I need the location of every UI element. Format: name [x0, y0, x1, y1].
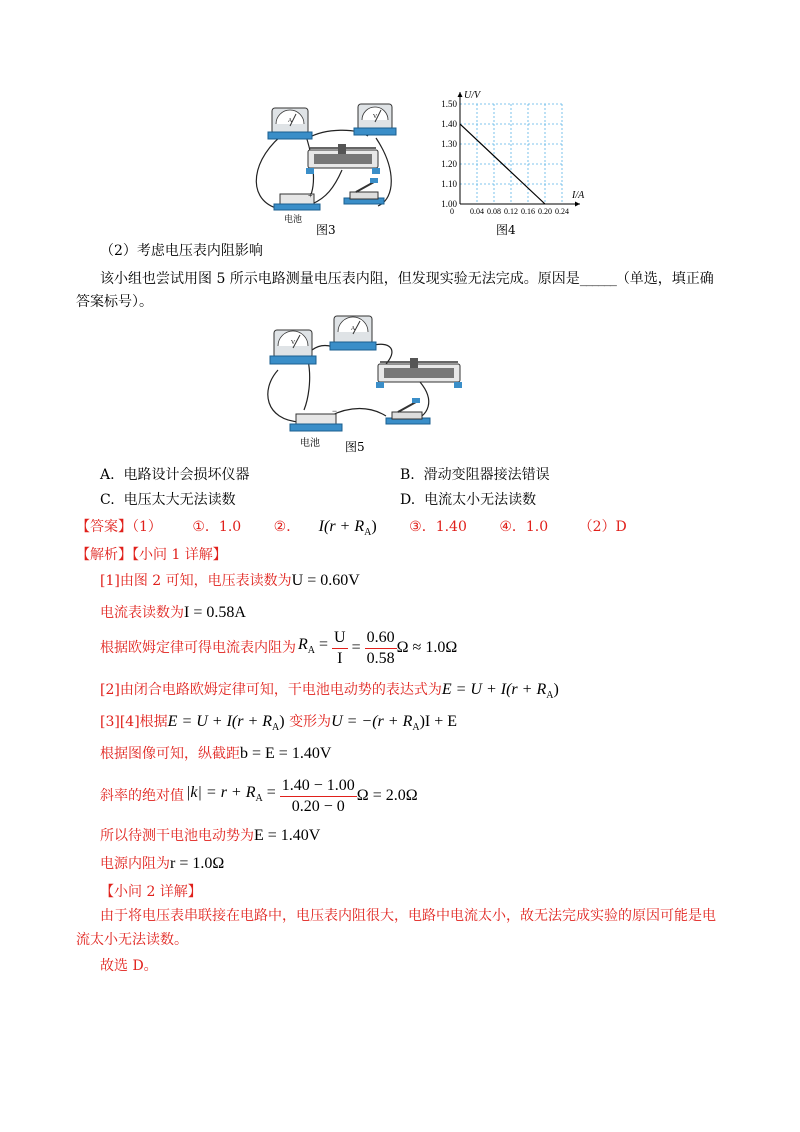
x-axis-arrow: [575, 202, 580, 207]
battery-label: 电池: [284, 214, 303, 224]
figure-3-caption: 图3: [316, 223, 336, 237]
question-line-2: 答案标号）。: [76, 294, 153, 310]
x-tick-label: 0.12: [504, 207, 518, 216]
analysis-line-3: 根据欧姆定律可得电流表内阻为 $R_A$ = $\frac{U}{I}$ = $\frac{0.60}{0.58}$ Ω ≈ 1.0Ω: [100, 628, 458, 667]
y-tick-label: 1.40: [441, 119, 457, 129]
svg-text:V: V: [290, 340, 296, 346]
y-tick-label: 1.30: [441, 139, 457, 149]
analysis-line-6: 根据图像可知，纵截距b = E = 1.40V: [100, 745, 332, 762]
question-line-1: 该小组也尝试用图 5 所示电路测量电压表内阻，但发现实验无法完成。原因是______（单选，填正确: [100, 271, 714, 287]
voltmeter-icon: [354, 104, 396, 135]
voltmeter-icon: [270, 330, 316, 364]
switch-icon: [386, 398, 430, 424]
battery-icon: [290, 406, 342, 431]
analysis-line-9: 电源内阻为r = 1.0Ω: [100, 855, 225, 872]
ammeter-icon: [268, 108, 312, 139]
y-tick-label: 1.00: [441, 199, 457, 209]
rheostat-icon: [306, 144, 380, 174]
y-tick-label: 1.20: [441, 159, 457, 169]
analysis-conclusion: 故选 D。: [100, 958, 158, 974]
rheostat-icon: [376, 358, 462, 388]
y-axis-arrow: [458, 92, 463, 97]
section-heading: （2）考虑电压表内阻影响: [100, 243, 263, 259]
figure-3-circuit: [246, 98, 410, 232]
y-axis-label: U/V: [464, 90, 481, 101]
svg-text:−: −: [332, 406, 338, 416]
battery-label: 电池: [300, 438, 320, 448]
analysis-heading: 【解析】【小问 1 详解】: [76, 547, 227, 563]
figure-5-caption: 图5: [345, 440, 365, 454]
option-b[interactable]: B. 滑动变阻器接法错误: [400, 467, 550, 483]
svg-text:A: A: [287, 118, 293, 124]
switch-icon: [344, 178, 384, 204]
analysis-line-2: 电流表读数为I = 0.58A: [100, 604, 246, 621]
y-tick-label: 1.50: [441, 99, 457, 109]
svg-text:V: V: [372, 114, 378, 120]
analysis-line-1: [1]由图 2 可知，电压表读数为U = 0.60V: [100, 572, 360, 589]
option-a[interactable]: A. 电路设计会损坏仪器: [100, 467, 250, 483]
analysis-line-4: [2]由闭合电路欧姆定律可知，干电池电动势的表达式为$E = U + I(r + R_A)$: [100, 681, 559, 702]
battery-icon: [274, 191, 320, 210]
option-d[interactable]: D. 电流太小无法读数: [400, 492, 537, 508]
figure-4-caption: 图4: [496, 223, 516, 237]
option-c[interactable]: C. 电压太大无法读数: [100, 492, 236, 508]
analysis-line-5: [3][4]根据$E = U + I(r + R_A)$ 变形为$U = -(r + R_A)I + E$: [100, 713, 458, 734]
analysis-subheading-2: 【小问 2 详解】: [100, 884, 202, 900]
analysis-line-7: 斜率的绝对值 $|k| = r + R_A$ = $\frac{1.40 - 1.00}{0.20 - 0}$ Ω = 2.0Ω: [100, 776, 418, 815]
x-tick-label: 0.20: [538, 207, 552, 216]
analysis-line-8: 所以待测干电池电动势为E = 1.40V: [100, 827, 321, 844]
x-tick-label: 0.08: [487, 207, 501, 216]
figure-4-chart: [428, 86, 598, 218]
y-tick-label: 1.10: [441, 179, 457, 189]
svg-text:+: +: [308, 191, 313, 200]
x-axis-label: I/A: [572, 190, 585, 201]
x-tick-label: 0.04: [470, 207, 484, 216]
x-tick-label: 0.24: [555, 207, 569, 216]
svg-text:A: A: [350, 326, 356, 332]
ammeter-icon: [330, 316, 376, 350]
analysis-paragraph-2b: 流太小无法读数。: [76, 932, 188, 948]
origin-label: 0: [450, 207, 454, 216]
answer-line: 【答案】（1） ①．1.0 ②． $I(r + R_A)$ ③．1.40 ④．1.0 （2）D: [76, 518, 627, 539]
figure-5-circuit: [260, 310, 472, 448]
analysis-paragraph-2a: 由于将电压表串联接在电路中，电压表内阻很大，电路中电流太小，故无法完成实验的原因可能是电: [100, 908, 716, 924]
x-tick-label: 0.16: [521, 207, 535, 216]
